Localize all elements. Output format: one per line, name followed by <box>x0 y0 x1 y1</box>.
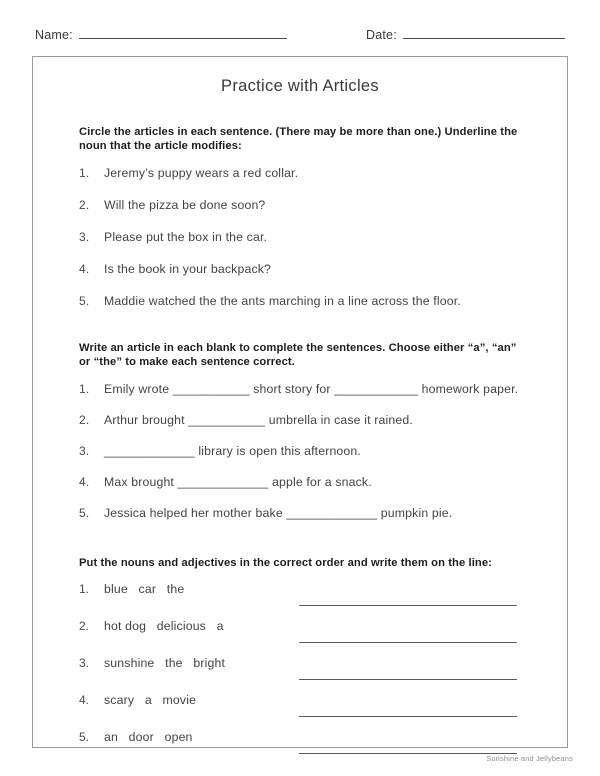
answer-write-line[interactable] <box>299 665 517 680</box>
section-item-list <box>79 582 567 762</box>
item-number: 4. <box>79 261 90 276</box>
item-words: sunshine the bright <box>104 656 226 671</box>
list-item[interactable] <box>79 198 567 212</box>
item-words: hot dog delicious a <box>104 619 224 634</box>
item-number: 1. <box>79 582 90 597</box>
item-words: an door open <box>104 730 193 745</box>
item-number: 5. <box>79 293 90 308</box>
list-item[interactable] <box>79 506 567 520</box>
section-heading: Put the nouns and adjectives in the correct order and write them on the line: <box>79 556 493 569</box>
answer-write-line[interactable] <box>299 591 517 606</box>
item-sentence: Will the pizza be done soon? <box>104 197 266 212</box>
item-sentence-with-blank[interactable]: Arthur brought ___________ umbrella in case it rained. <box>104 412 413 427</box>
list-item[interactable] <box>79 693 567 725</box>
item-number: 4. <box>79 474 90 489</box>
item-number: 3. <box>79 229 90 244</box>
name-date-row <box>0 26 600 48</box>
section-item-list <box>79 166 567 308</box>
item-number: 5. <box>79 505 90 520</box>
item-number: 2. <box>79 412 90 427</box>
section-word-order <box>33 556 567 762</box>
item-number: 4. <box>79 693 90 708</box>
item-sentence: Please put the box in the car. <box>104 229 268 244</box>
list-item[interactable] <box>79 294 567 308</box>
item-sentence-with-blank[interactable]: _____________ library is open this afternoon. <box>104 443 361 458</box>
answer-write-line[interactable] <box>299 702 517 717</box>
item-number: 3. <box>79 443 90 458</box>
answer-write-line[interactable] <box>299 739 517 754</box>
item-sentence-with-blank[interactable]: Emily wrote ___________ short story for ____________ homework paper. <box>104 381 519 396</box>
date-write-line[interactable] <box>403 26 565 39</box>
item-sentence: Maddie watched the the ants marching in a line across the floor. <box>104 293 461 308</box>
list-item[interactable] <box>79 582 567 614</box>
section-fill-in-blanks <box>33 341 567 520</box>
item-words: scary a movie <box>104 693 197 708</box>
section-heading: Write an article in each blank to complete the sentences. Choose either “a”, “an” or “the” to make each sentence correct. <box>79 341 517 369</box>
item-sentence-with-blank[interactable]: Max brought _____________ apple for a snack. <box>104 474 372 489</box>
list-item[interactable] <box>79 166 567 180</box>
item-number: 2. <box>79 197 90 212</box>
answer-write-line[interactable] <box>299 628 517 643</box>
date-field[interactable] <box>366 26 565 42</box>
list-item[interactable] <box>79 382 567 396</box>
footer-credit: Sunshine and Jellybeans <box>486 754 573 763</box>
name-label: Name: <box>35 28 73 42</box>
item-number: 1. <box>79 165 90 180</box>
item-sentence: Jeremy’s puppy wears a red collar. <box>104 165 299 180</box>
name-write-line[interactable] <box>79 26 287 39</box>
date-label: Date: <box>366 28 397 42</box>
page-title: Practice with Articles <box>221 77 379 95</box>
section-heading: Circle the articles in each sentence. (There may be more than one.) Underline the noun that the article modifies: <box>79 126 518 153</box>
item-words: blue car the <box>104 582 185 597</box>
section-circle-articles <box>33 125 567 308</box>
item-number: 5. <box>79 730 90 745</box>
worksheet-container <box>32 56 568 748</box>
item-number: 1. <box>79 381 90 396</box>
list-item[interactable] <box>79 444 567 458</box>
list-item[interactable] <box>79 619 567 651</box>
list-item[interactable] <box>79 230 567 244</box>
list-item[interactable] <box>79 475 567 489</box>
item-sentence-with-blank[interactable]: Jessica helped her mother bake _____________ pumpkin pie. <box>104 505 453 520</box>
list-item[interactable] <box>79 413 567 427</box>
list-item[interactable] <box>79 262 567 276</box>
list-item[interactable] <box>79 656 567 688</box>
name-field[interactable] <box>35 26 287 42</box>
item-sentence: Is the book in your backpack? <box>104 261 272 276</box>
item-number: 2. <box>79 619 90 634</box>
item-number: 3. <box>79 656 90 671</box>
section-item-list <box>79 382 567 520</box>
